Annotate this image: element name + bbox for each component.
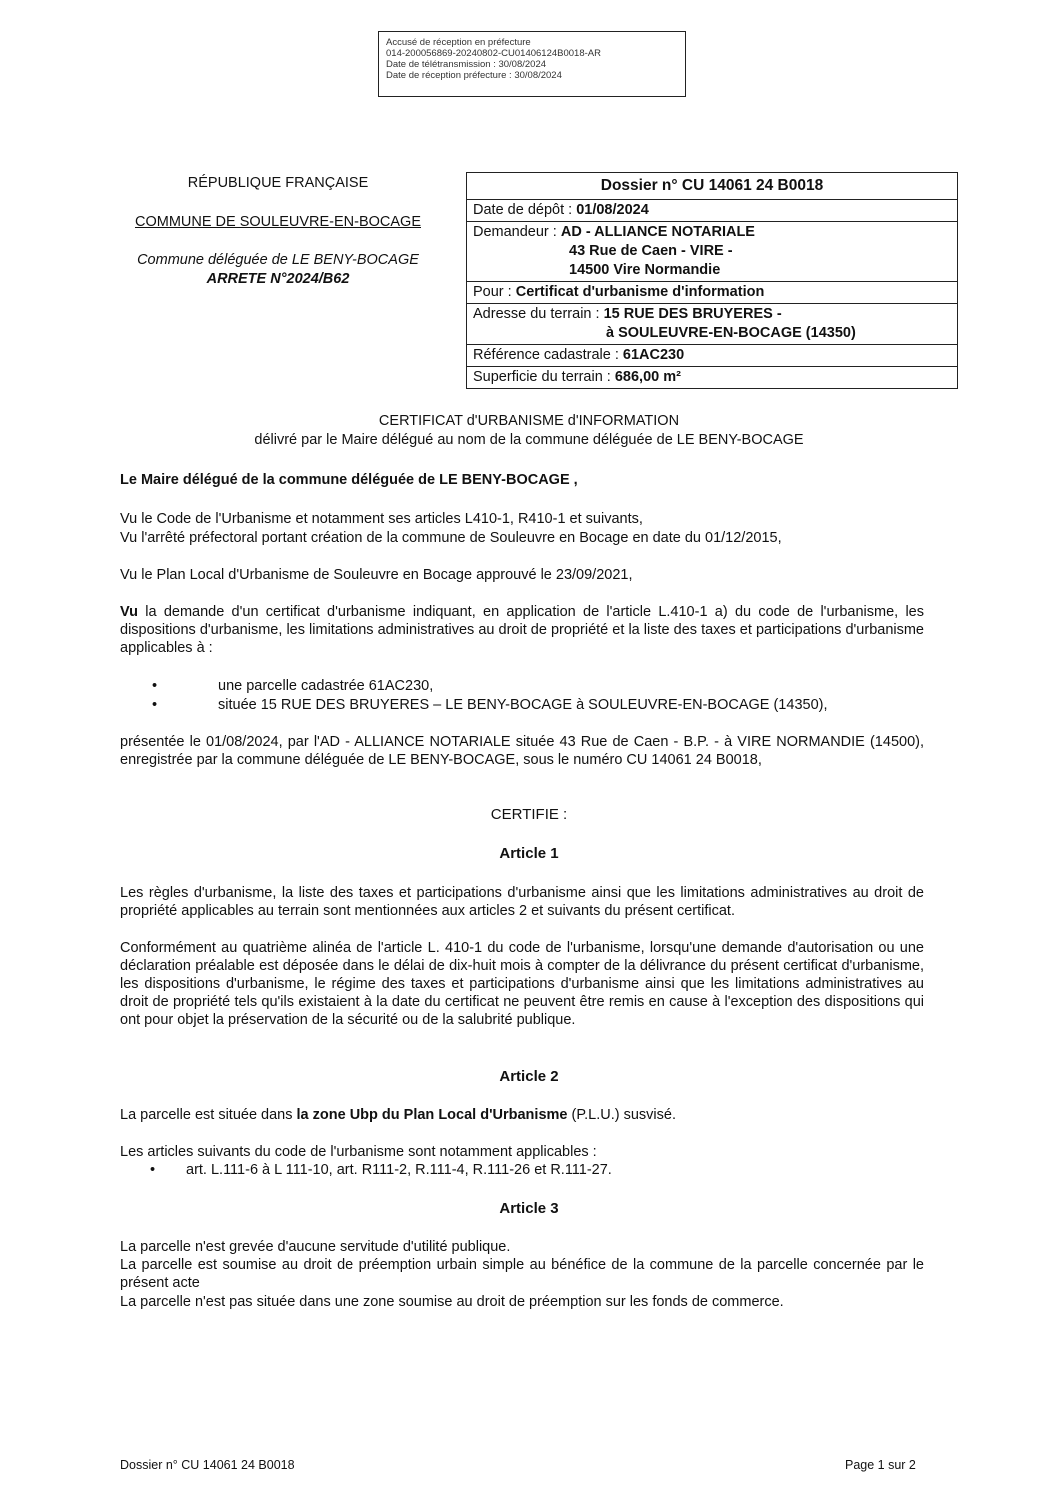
reception-stamp bbox=[378, 31, 686, 97]
stamp-line: Date de télétransmission : 30/08/2024 bbox=[386, 59, 547, 70]
ref-label: Référence cadastrale : bbox=[473, 347, 623, 363]
article-1-p1: Les règles d'urbanisme, la liste des taxes et participations d'urbanisme ainsi que les limitations administratives au droit de propriété applicables au terrain sont mentionnées aux articles 2 et suivants du présent certificat. bbox=[120, 885, 924, 919]
article-3-l2: La parcelle est soumise au droit de préemption urbain simple au bénéfice de la commune de la parcelle concernée par le présent acte bbox=[120, 1257, 924, 1291]
commune-heading: COMMUNE DE SOULEUVRE-EN-BOCAGE bbox=[134, 214, 421, 230]
demandeur-address-1: 43 Rue de Caen - VIRE - bbox=[569, 243, 733, 259]
pour-label: Pour : bbox=[473, 284, 516, 300]
stamp-line: Date de réception préfecture : 30/08/2024 bbox=[386, 70, 562, 81]
article-2-p1 bbox=[120, 1106, 924, 1124]
article-3-title: Article 3 bbox=[499, 1200, 559, 1217]
zone-text-bold: la zone Ubp du Plan Local d'Urbanisme bbox=[296, 1107, 568, 1123]
zone-text-c: (P.L.U.) susvisé. bbox=[567, 1107, 676, 1123]
bullet-icon: • bbox=[150, 1162, 156, 1178]
article-3-l1: La parcelle n'est grevée d'aucune servitude d'utilité publique. bbox=[120, 1239, 511, 1255]
adresse-label: Adresse du terrain : bbox=[473, 306, 604, 322]
footer-dossier: Dossier n° CU 14061 24 B0018 bbox=[120, 1458, 295, 1472]
article-2-bullet: art. L.111-6 à L 111-10, art. R111-2, R.111-4, R.111-26 et R.111-27. bbox=[186, 1162, 612, 1178]
footer-page: Page 1 sur 2 bbox=[845, 1458, 916, 1472]
dossier-adresse-row bbox=[467, 303, 957, 344]
vu-plu: Vu le Plan Local d'Urbanisme de Souleuvre en Bocage approuvé le 23/09/2021, bbox=[120, 567, 633, 583]
republique-heading: RÉPUBLIQUE FRANÇAISE bbox=[187, 175, 369, 191]
demandeur-label: Demandeur : bbox=[473, 224, 561, 240]
stamp-line: Accusé de réception en préfecture bbox=[386, 37, 531, 48]
vu-demande bbox=[120, 603, 924, 657]
dossier-title: Dossier n° CU 14061 24 B0018 bbox=[600, 177, 824, 194]
vu-arrete: Vu l'arrêté préfectoral portant création de la commune de Souleuvre en Bocage en date du 01/12/2015, bbox=[120, 530, 782, 546]
dossier-ref-row bbox=[467, 344, 957, 366]
date-label: Date de dépôt : bbox=[473, 202, 577, 218]
pour-value: Certificat d'urbanisme d'information bbox=[515, 284, 765, 300]
adresse-value-1: 15 RUE DES BRUYERES - bbox=[603, 306, 782, 322]
certificate-subtitle: délivré par le Maire délégué au nom de la commune déléguée de LE BENY-BOCAGE bbox=[254, 432, 804, 448]
article-3-l3: La parcelle n'est pas située dans une zone soumise au droit de préemption sur les fonds de commerce. bbox=[120, 1294, 784, 1310]
ref-value: 61AC230 bbox=[622, 347, 685, 363]
demandeur-name: AD - ALLIANCE NOTARIALE bbox=[560, 224, 755, 240]
vu-demande-text: la demande d'un certificat d'urbanisme indiquant, en application de l'article L.410-1 a) du code de l'urbanisme, les dispositions d'urbanisme, les limitations administratives au droit de propriété et la liste des taxes et participations d'urbanisme applicables à : bbox=[120, 604, 924, 656]
superficie-label: Superficie du terrain : bbox=[473, 369, 615, 385]
arrete-number: ARRETE N°2024/B62 bbox=[206, 271, 350, 287]
certifie-heading: CERTIFIE : bbox=[490, 806, 568, 823]
dossier-date-row bbox=[467, 199, 957, 221]
article-1-title: Article 1 bbox=[499, 845, 559, 862]
adresse-value-2: à SOULEUVRE-EN-BOCAGE (14350) bbox=[606, 325, 856, 341]
dossier-box bbox=[466, 172, 958, 389]
dossier-superficie-row bbox=[467, 366, 957, 388]
demandeur-address-2: 14500 Vire Normandie bbox=[569, 262, 721, 278]
superficie-value: 686,00 m² bbox=[614, 369, 681, 385]
bullet-icon: • bbox=[152, 678, 158, 694]
dossier-demandeur-row bbox=[467, 221, 957, 281]
bullet-situee: située 15 RUE DES BRUYERES – LE BENY-BOCAGE à SOULEUVRE-EN-BOCAGE (14350), bbox=[218, 697, 828, 713]
maire-line: Le Maire délégué de la commune déléguée de LE BENY-BOCAGE , bbox=[120, 472, 578, 488]
article-2-title: Article 2 bbox=[499, 1068, 559, 1085]
article-1-p2: Conformément au quatrième alinéa de l'article L. 410-1 du code de l'urbanisme, lorsqu'une demande d'autorisation ou une déclaration préalable est déposée dans le délai de dix-huit mois à compter de la délivrance du présent certificat d'urbanisme, les dispositions d'urbanisme, le régime des taxes et participations d'urbanisme ainsi que les limitations administratives au droit de propriété tels qu'ils existaient à la date du certificat ne peuvent être remis en cause à l'exception des dispositions qui ont pour objet la préservation de la sécurité ou de la salubrité publique. bbox=[120, 940, 924, 1028]
zone-text-a: La parcelle est située dans bbox=[120, 1107, 297, 1123]
bullet-parcelle: une parcelle cadastrée 61AC230, bbox=[218, 678, 434, 694]
date-value: 01/08/2024 bbox=[576, 202, 649, 218]
presentee-paragraph: présentée le 01/08/2024, par l'AD - ALLIANCE NOTARIALE située 43 Rue de Caen - B.P. - à VIRE NORMANDIE (14500), enregistrée par la commune déléguée de LE BENY-BOCAGE, sous le numéro CU 14061 24 B0018, bbox=[120, 734, 924, 768]
commune-deleguee: Commune déléguée de LE BENY-BOCAGE bbox=[137, 252, 419, 268]
vu-code: Vu le Code de l'Urbanisme et notamment ses articles L410-1, R410-1 et suivants, bbox=[120, 511, 643, 527]
article-2-p2: Les articles suivants du code de l'urbanisme sont notamment applicables : bbox=[120, 1144, 597, 1160]
dossier-pour-row bbox=[467, 281, 957, 303]
certificate-title: CERTIFICAT d'URBANISME d'INFORMATION bbox=[378, 413, 680, 429]
vu-bold: Vu bbox=[120, 604, 138, 620]
bullet-icon: • bbox=[152, 697, 158, 713]
stamp-line: 014-200056869-20240802-CU01406124B0018-AR bbox=[386, 48, 601, 59]
